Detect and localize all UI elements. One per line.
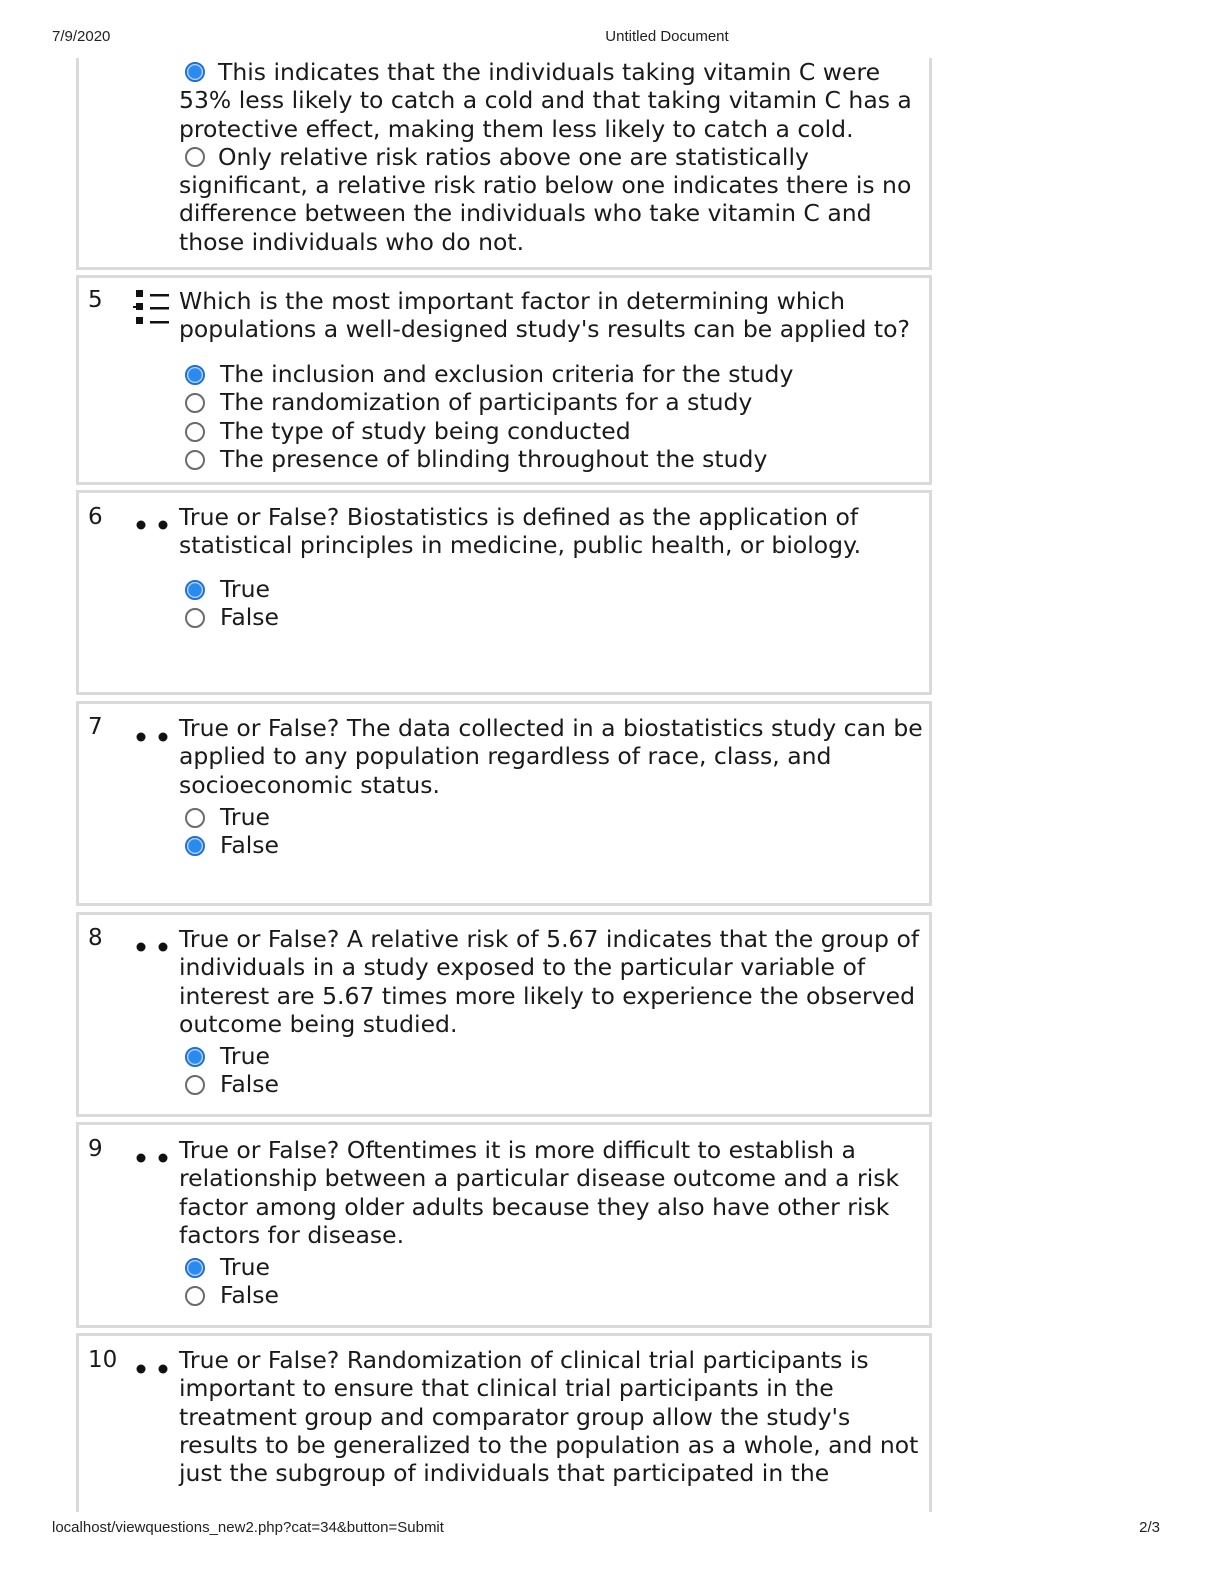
option-label: True — [220, 1253, 270, 1281]
option-label: False — [220, 603, 279, 632]
page-number: 2/3 — [1139, 1519, 1160, 1536]
option-label: The presence of blinding throughout the study — [220, 444, 768, 473]
radio-unselected-icon[interactable] — [185, 608, 205, 628]
radio-unselected-icon[interactable] — [185, 393, 205, 413]
question-number: 6 — [88, 504, 103, 530]
question-text: True or False? Biostatistics is defined as the application of statistical principles in medicine, public health, or biology. — [179, 503, 862, 560]
question-card-7 — [76, 701, 932, 906]
question-text: True or False? A relative risk of 5.67 indicates that the group of individuals in a study exposed to the particular variable of interest are 5.67 times more likely to experience the observed outcome being studied. — [179, 925, 920, 1038]
question-number: 10 — [88, 1347, 118, 1373]
question-text: True or False? Randomization of clinical trial participants is important to ensure that clinical trial participants in the treatment group and comparator group allow the study's results to be generalized to the population as a whole, and not just the subgroup of individuals that participated in the — [179, 1346, 919, 1488]
question-5-option-4[interactable] — [185, 445, 925, 473]
option-label: False — [220, 1070, 279, 1099]
question-4-option-2[interactable] — [179, 143, 939, 256]
radio-selected-icon[interactable] — [185, 580, 205, 600]
question-6-option-true[interactable] — [185, 575, 925, 603]
option-label: This indicates that the individuals taking vitamin C were 53% less likely to catch a cold and that taking vitamin C has a protective effect, making them less likely to catch a cold. — [179, 58, 912, 143]
option-label: Only relative risk ratios above one are statistically significant, a relative risk ratio below one indicates there is no difference between the individuals who take vitamin C and those individuals who do not. — [179, 142, 912, 256]
radio-unselected-icon[interactable] — [185, 422, 205, 442]
print-footer — [0, 1519, 1224, 1539]
page-url: localhost/viewquestions_new2.php?cat=34&button=Submit — [52, 1519, 444, 1536]
question-8-options — [185, 1042, 925, 1099]
question-5-options — [185, 360, 925, 473]
question-card-6 — [76, 490, 932, 695]
option-label: The randomization of participants for a study — [220, 388, 753, 417]
question-card-8 — [76, 912, 932, 1117]
question-text: True or False? Oftentimes it is more difficult to establish a relationship between a particular disease outcome and a risk factor among older adults because they also have other risk factors for disease. — [179, 1136, 900, 1249]
question-9-option-true[interactable] — [185, 1253, 925, 1281]
question-number: 5 — [88, 287, 103, 313]
radio-selected-icon[interactable] — [185, 836, 205, 856]
question-6-options — [185, 575, 925, 632]
option-label: True — [220, 575, 270, 603]
radio-unselected-icon[interactable] — [185, 808, 205, 828]
question-5-option-3[interactable] — [185, 417, 925, 445]
true-false-dots-icon — [133, 1359, 173, 1379]
question-card-10 — [76, 1333, 932, 1512]
question-card-4 — [76, 58, 932, 270]
option-label: The inclusion and exclusion criteria for the study — [220, 360, 794, 388]
question-number: 9 — [88, 1136, 103, 1162]
question-number: 8 — [88, 925, 103, 951]
option-label: False — [220, 1281, 279, 1310]
print-date: 7/9/2020 — [52, 28, 111, 45]
question-7-options — [185, 803, 925, 860]
radio-selected-icon[interactable] — [185, 1258, 205, 1278]
question-7-option-false[interactable] — [185, 831, 925, 859]
question-9-options — [185, 1253, 925, 1310]
option-label: The type of study being conducted — [220, 416, 631, 445]
radio-selected-icon[interactable] — [185, 365, 205, 385]
question-8-option-false[interactable] — [185, 1070, 925, 1098]
radio-unselected-icon[interactable] — [185, 1286, 205, 1306]
question-5-option-2[interactable] — [185, 388, 925, 416]
true-false-dots-icon — [133, 937, 173, 957]
question-card-9 — [76, 1122, 932, 1328]
question-text: Which is the most important factor in determining which populations a well-designed study's results can be applied to? — [179, 287, 910, 344]
true-false-dots-icon — [133, 515, 173, 535]
question-card-5 — [76, 275, 932, 485]
true-false-dots-icon — [133, 1148, 173, 1168]
question-4-options — [179, 58, 939, 256]
option-label: True — [220, 1042, 270, 1070]
radio-selected-icon[interactable] — [185, 62, 205, 82]
option-label: False — [220, 831, 279, 860]
radio-unselected-icon[interactable] — [185, 147, 205, 167]
document-title: Untitled Document — [605, 28, 729, 45]
radio-unselected-icon[interactable] — [185, 450, 205, 470]
question-4-option-1[interactable] — [179, 58, 939, 143]
question-7-option-true[interactable] — [185, 803, 925, 831]
question-5-option-1[interactable] — [185, 360, 925, 388]
radio-selected-icon[interactable] — [185, 1047, 205, 1067]
question-8-option-true[interactable] — [185, 1042, 925, 1070]
question-number: 7 — [88, 714, 103, 740]
multiple-choice-list-icon — [133, 290, 171, 330]
question-9-option-false[interactable] — [185, 1281, 925, 1309]
true-false-dots-icon — [133, 727, 173, 747]
radio-unselected-icon[interactable] — [185, 1075, 205, 1095]
question-text: True or False? The data collected in a biostatistics study can be applied to any population regardless of race, class, and socioeconomic status. — [179, 714, 923, 799]
option-label: True — [220, 803, 270, 831]
question-6-option-false[interactable] — [185, 603, 925, 631]
print-header — [0, 28, 1224, 48]
